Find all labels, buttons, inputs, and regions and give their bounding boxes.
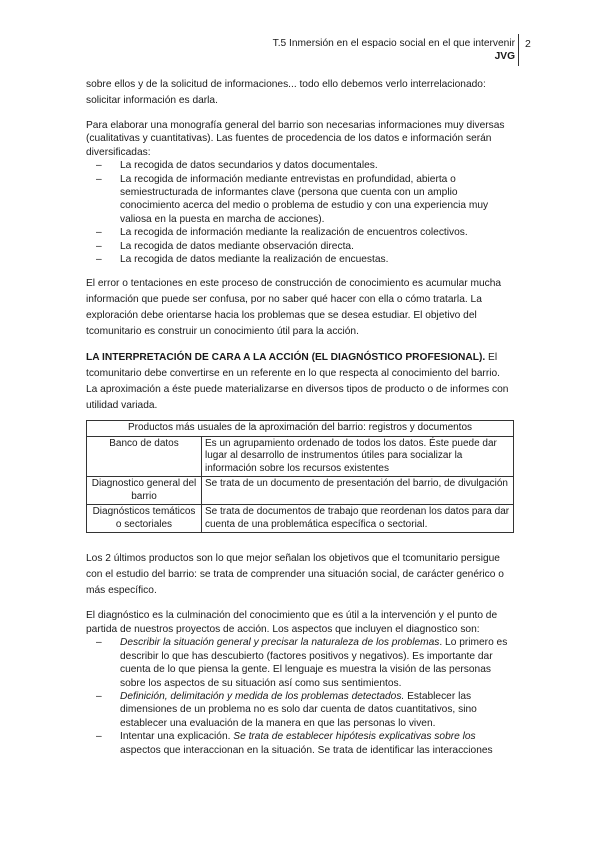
table-caption: Productos más usuales de la aproximación del barrio: registros y documentos <box>87 421 514 437</box>
paragraph-intro: sobre ellos y de la solicitud de informaciones... todo ello debemos verlo interrelacionado: solicitar información es darla. <box>86 79 486 106</box>
list-item: – Intentar una explicación. Se trata de establecer hipótesis explicativas sobre los aspectos que interaccionan en la situación. Se trata de identificar las interacciones <box>96 731 493 756</box>
paragraph-monografia: Para elaborar una monografía general del barrio son necesarias informaciones muy diversas (cualitativas y cuantitativas). Las fuentes de procedencia de los datos e información serán diversificadas: <box>86 120 505 158</box>
list-item: – La recogida de información mediante la realización de encuentros colectivos. <box>96 227 468 239</box>
header-divider <box>518 34 519 66</box>
aspectos-list <box>86 636 514 757</box>
header-title: T.5 Inmersión en el espacio social en el que intervenir <box>272 38 515 49</box>
list-item: – Describir la situación general y precisar la naturaleza de los problemas. Lo primero es describir lo que has descubierto (factores positivos y negativos). Es importante dar cuenta de lo que piensa la gente. El lenguaje es muestra la visión de las personas sobre los aspectos de su situación así como sus sentimientos. <box>96 637 508 689</box>
list-item: – La recogida de datos mediante observación directa. <box>96 240 354 252</box>
page-header <box>273 37 515 63</box>
list-item: – Definición, delimitación y medida de los problemas detectados. Establecer las dimensiones de un problema no es solo dar cuenta de datos cuantitativos, sino establecer una evaluación de la manera en que las personas lo viven. <box>96 690 477 729</box>
list-item: – La recogida de datos secundarios y datos documentales. <box>96 160 378 172</box>
paragraph-interpretacion: LA INTERPRETACIÓN DE CARA A LA ACCIÓN (EL DIAGNÓSTICO PROFESIONAL). El tcomunitario debe convertirse en un referente en lo que respecta al conocimiento del barrio. La aproximación a éste puede materializarse en diversos tipos de producto o de informes con utilidad variada. <box>86 352 509 412</box>
list-item: – La recogida de información mediante entrevistas en profundidad, abierta o semiestructurada de informantes clave (persona que cuenta con un amplio conocimiento acerca del medio o problema de estudio y con una experiencia muy valiosa en la puesta en marcha de acciones). <box>96 173 489 225</box>
list-item: – La recogida de datos mediante la realización de encuestas. <box>96 254 389 266</box>
document-body <box>86 77 514 757</box>
productos-table <box>86 420 514 533</box>
paragraph-error: El error o tentaciones en este proceso de construcción de conocimiento es acumular mucha información que puede ser confusa, por no saber qué hacer con ella o cómo tratarla. La exploración debe orientarse hacia los problemas que se desea estudiar. El objetivo del tcomunitario es construir un conocimiento útil para la acción. <box>86 278 502 338</box>
fuentes-list <box>86 159 514 266</box>
table-row: Diagnósticos temáticos o sectoriales Se trata de documentos de trabajo que reordenan los datos para dar cuenta de una problemática específica o sectorial. <box>87 505 514 533</box>
table-row: Banco de datos Es un agrupamiento ordenado de todos los datos. Éste puede dar lugar al desarrollo de instrumentos útiles para socializar la información sobre los recursos existentes <box>87 436 514 477</box>
page-number: 2 <box>525 38 531 50</box>
paragraph-diagnostico: El diagnóstico es la culminación del conocimiento que es útil a la intervención y el punto de partida de nuestros proyectos de acción. Los aspectos que incluyen el diagnostico son: <box>86 610 498 635</box>
section-heading: LA INTERPRETACIÓN DE CARA A LA ACCIÓN (EL DIAGNÓSTICO PROFESIONAL). <box>86 352 486 364</box>
table-row: Diagnostico general del barrio Se trata de un documento de presentación del barrio, de divulgación <box>87 477 514 505</box>
paragraph-ultimos: Los 2 últimos productos son lo que mejor señalan los objetivos que el tcomunitario persigue con el estudio del barrio: se trata de comprender una situación social, de carácter genérico o más específico. <box>86 553 504 597</box>
header-author: JVG <box>494 51 515 62</box>
